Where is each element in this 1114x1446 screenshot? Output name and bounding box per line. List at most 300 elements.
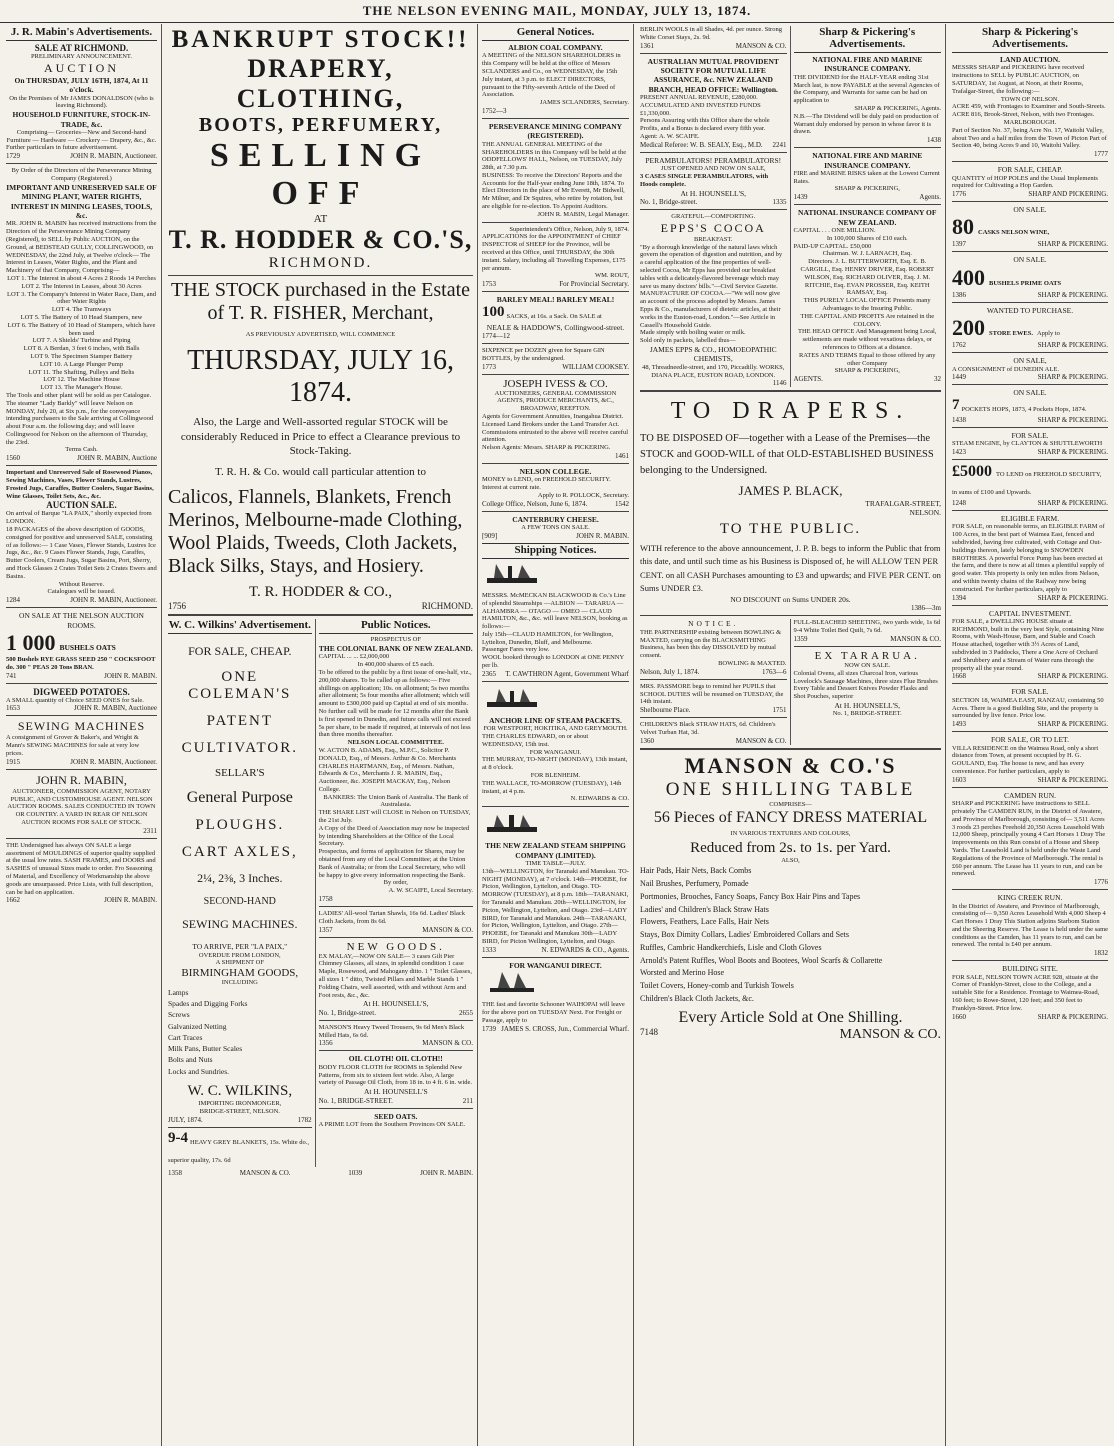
ad-number: 1493 xyxy=(952,720,966,729)
ad-text: SHARP and PICKERING have instructions to SELL privately The CAMDEN RUN, in the District of Awatere, and Province of Marlborough, consisting of— 3,511 Acres 3 roods 23 perches Freehold 20,350 Acres Leasehold With 12,000 Sheep, principally young 4 Cart Horses 1 Dray The improvements on this Run consist of a House and Sheep Yards. The Leasehold Land is held under the Waste Land Regulations of the Province of Marlborough. The rental is £60 per annum. The Lease has 11 years to run, and can be renewed. xyxy=(952,800,1106,878)
ad-text: A consignment of Grover & Baker's, and Wright & Mann's SEWING MACHINES for sale at very low prices. xyxy=(6,734,140,757)
ad-text: SECTION 18, WAIMEA EAST, RANZAU, containing 50 Acres. There is a good Building Site, and the property is surrounded by live fence. Price low. xyxy=(952,696,1104,720)
ad-text: MESSRS. McMECKAN BLACKWOOD & Co.'s Line of splendid Steamships —ALBION — TARARUA — ALHAMBRA — OTAGO — OMEO — CLAUD HAMILTON, &c., &c. will leave NELSON, booking as follows:— xyxy=(482,591,628,631)
ad-number: 2655 xyxy=(459,1008,473,1017)
ad-text: N.B.—The Dividend will be duly paid on production of Warrant duly endorsed by person in whose favor it is drawn. xyxy=(793,112,939,136)
column-header: J. R. Mabin's Advertisements. xyxy=(6,26,157,41)
ad-text: Also, the Large and Well-assorted regular STOCK will be considerably Reduced in Price to effect a Clearance previous to Stock-Taking. xyxy=(180,415,461,458)
ad-text: July 15th—CLAUD HAMILTON, for Wellington, Lyttelton, Dunedin, Bluff, and Melbourne. xyxy=(482,630,614,646)
ad-number: 1753 xyxy=(482,280,496,289)
ad-text: By Order of the Directors of the Perseverance Mining Company (Registered.) xyxy=(11,167,152,183)
ad-text: Agent: A. W. SCAIFE. xyxy=(640,133,700,141)
ad-heading: ONE SHILLING TABLE xyxy=(665,778,916,800)
ad-signature: JOHN R. MABIN. xyxy=(104,671,157,680)
ad-number: 1358 xyxy=(168,1168,182,1177)
ad-big-number: 80 xyxy=(952,214,974,240)
ad-number: 1560 xyxy=(6,454,20,463)
ad-text: No further call will be made for 12 months after the Bank is first opened in Dunedin, and future calls will not exceed 5s per share, to be made if required, at intervals of not less than three months thereafter. xyxy=(318,707,471,739)
ad-number: 1461 xyxy=(615,451,629,460)
ad-heading: ON SALE. xyxy=(1013,388,1047,398)
ad-text: Part of Section No. 37, being Acre No. 17, Waitohi Valley, about Two and a half miles from the Town of Picton Part of Section 40, being Acres 9 and 10, Waitohi Valley. xyxy=(952,126,1107,150)
ad-heading: Reduced from 2s. to 1s. per Yard. xyxy=(690,840,891,857)
ad-number: 741 xyxy=(6,671,17,680)
ad-heading: FOR WANGANUI DIRECT. xyxy=(509,960,602,970)
ad-text: FIRE and MARINE RISKS taken at the Lowest Current Rates. xyxy=(793,169,940,185)
ad-heading: SECOND-HAND xyxy=(203,896,276,908)
ad-signature: NEALE & HADDOW'S, Collingwood-street. xyxy=(486,322,625,332)
column-hodder-wilkins xyxy=(164,24,478,1446)
ad-text: MANUFACTURE OF COCOA.—"We will now give an account of the process adopted by Messrs. James Epps & Co., manufacturers of dietetic articles, at their works in the Euston-road, London."—See Article in Cassell's Household Guide. xyxy=(640,290,781,329)
column-header: W. C. Wilkins' Advertisement. xyxy=(168,619,312,634)
ad-heading: TO THE PUBLIC. xyxy=(719,521,862,538)
ad-text: FULL-BLEACHED SHEETING, two yards wide, 1s 6d 9-4 White Toilet Bed Quilt, 7s 6d. xyxy=(793,619,941,635)
ad-heading: CART AXLES, xyxy=(181,844,298,861)
ad-text: Without Reserve. xyxy=(58,580,105,588)
column-header: Sharp & Pickering's Advertisements. xyxy=(952,26,1108,53)
ad-text: At H. HOUNSELL'S xyxy=(363,1087,428,1097)
ad-heading: DIGWEED POTATOES. xyxy=(33,686,130,697)
ad-text: Nelson, July 1, 1874. xyxy=(640,667,700,676)
goods-item: Galvanized Netting xyxy=(168,1021,227,1031)
ad-heading: NELSON LOCAL COMMITTEE. xyxy=(347,739,444,747)
ad-number: 2311 xyxy=(143,826,157,835)
ad-text: IN VARIOUS TEXTURES AND COLOURS, xyxy=(730,829,851,837)
ad-number: 1439 xyxy=(793,193,808,202)
ad-heading: OIL CLOTH! OIL CLOTH!! xyxy=(348,1054,443,1064)
list-item: Toilet Covers, Honey-comb and Turkish Towels xyxy=(640,981,794,991)
ad-number: 1542 xyxy=(615,499,629,508)
ad-text: NO DISCOUNT on Sums UNDER 20s. xyxy=(730,595,851,604)
ad-signature: T. CAWTHRON Agent, Government Wharf xyxy=(505,669,629,678)
ad-number: 2365 xyxy=(482,669,496,678)
ad-signature: MANSON & CO. xyxy=(422,925,473,934)
column-general-notices xyxy=(478,24,634,1446)
ad-heading: General Purpose xyxy=(186,789,293,807)
ad-text: At H. HOUNSELL'S, xyxy=(363,999,429,1009)
ad-signature: SHARP & PICKERING. xyxy=(1037,720,1108,729)
ad-heading: FOR SALE, CHEAP. xyxy=(188,644,292,659)
ad-big-number: 400 xyxy=(952,264,985,290)
ad-signature: MANSON & CO. xyxy=(839,1026,941,1042)
ad-heading: JOHN R. MABIN, xyxy=(36,772,127,787)
ad-heading: ON SALE. xyxy=(1013,205,1047,215)
ad-heading: LAND AUCTION. xyxy=(999,55,1060,64)
ad-text: OVERDUE FROM LONDON, xyxy=(198,951,281,959)
ad-heading: EX TARARUA. xyxy=(814,649,920,662)
ad-text: BUSINESS: To receive the Directors' Reports and the Accounts for the Half-year ending June 18th, 1874. To Elect Directors in the place of Mr Everett, Mr Bidwell, Mr Milner, and Dr Squires, who retire by rotation, but are eligible for re-election. To Appoint Auditors. xyxy=(482,171,625,211)
ad-text: 500 Bushels RYE GRASS SEED 250 " COCKSFOOT do. 300 " PEAS 20 Tons BRAN. xyxy=(6,655,156,671)
ad-heading: THE COLONIAL BANK OF NEW ZEALAND. xyxy=(318,643,473,653)
ad-number: 1660 xyxy=(952,1012,966,1021)
lot-item: LOT 11. The Shafting, Pulleys and Belts xyxy=(28,368,135,376)
ad-number: 1777 xyxy=(1094,150,1108,159)
ad-number: 2241 xyxy=(772,140,787,149)
ad-text: To be offered to the public by a first issue of one-half, viz., 200,000 shares. To be called up as follows:— Five shillings on application; 10s. on allotment; 5s two months after allotment; 5s four months after allotment; which will amount to £300,000 paid up Capital at end of six months. xyxy=(318,668,472,708)
ad-text: Directors. J. L. BUTTERWORTH, Esq. E. B. CARGILL, Esq. HENRY DRIVER, Esq. ROBERT WILSON, Esq. RICHARD OLIVER, Esq. J. M. RITCHIE, Esq. EVAN PROSSER, Esq. KEITH RAMSAY, Esq. xyxy=(800,258,935,297)
ad-signature: N. EDWARDS & CO., Agents. xyxy=(541,945,629,954)
ad-text: THE DIVIDEND for the HALF-YEAR ending 31st March last, is now PAYABLE at the several Agencies of the Company, and Warrants for same can be had on application to xyxy=(793,73,940,105)
ad-signature: SHARP & PICKERING. xyxy=(1037,498,1108,507)
ad-signature: SHARP & PICKERING. xyxy=(1037,593,1108,602)
ad-text: Chairman. W. J. LARNACH, Esq. xyxy=(822,250,912,258)
lot-item: LOT 10. A Large Plunger Pump xyxy=(39,360,124,368)
ad-heading: ON SALE, xyxy=(1013,356,1047,366)
ad-heading: BUSHELS OATS xyxy=(59,642,116,652)
ad-text: HEAVY GREY BLANKETS, 15s. White do., superior quality, 17s. 6d xyxy=(168,1138,309,1164)
item-list xyxy=(640,865,941,1006)
lot-item: LOT 1. The Interest in about 4 Acres 2 Roods 14 Perches xyxy=(7,274,156,282)
ad-text: SACKS, at 16s. a Sack. On SALE at xyxy=(506,312,602,320)
steamship-icon xyxy=(482,810,542,836)
ad-text: BODY FLOOR CLOTH for ROOMS in Splendid New Patterns, from six to sixteen feet wide. Also, A large variety of Passage Oil Cloth, from 18 in. to 4 ft. 6 in. wide. xyxy=(318,1063,473,1087)
ad-signature: JOHN R. MABIN, Auctioneer. xyxy=(70,152,157,161)
ad-number: 1762 xyxy=(952,341,966,350)
ad-number: 1438 xyxy=(927,136,941,145)
ad-text: BUSHELS PRIME OATS xyxy=(989,279,1062,287)
list-item: Arnold's Patent Ruffles, Wool Boots and Bootees, Wool Scarfs & Collarette xyxy=(640,955,883,965)
lot-item: LOT 2. The Interest in Leases, about 30 Acres xyxy=(21,282,142,290)
ad-text: Made simply with boiling water or milk. xyxy=(640,329,746,337)
ad-signature: SHARP & PICKERING. xyxy=(1037,672,1108,681)
ad-text: THIS PURELY LOCAL OFFICE Presents many Advantages to the Insuring Public. xyxy=(803,297,931,312)
ad-heading: SEWING MACHINES xyxy=(17,719,146,734)
ad-text: 13th—WELLINGTON, for Taranaki and Manukau. TO-NIGHT (MONDAY), at 7 o'clock. 14th—PHOEBE, for Picton, Wellington, Lyttelton, and Otago. TO-MORROW (TUESDAY), at 8 p.m. 18th—TARANAKI, for Taranaki and Manukau. 20th—WELLINGTON, for Picton, Wellington, Lyttelton, and Otago. 23rd—LADY BIRD, for Taranaki and Manukau. 24th—TARANAKI, for Picton, Wellington, Lyttelton, and Otago. 27th—PHOEBE, for Taranaki and Manukau 30th—LADY BIRD, for Picton Wellington, Lyttelton, and Otago. xyxy=(482,867,629,945)
ad-text: In 400,000 shares of £5 each. xyxy=(357,661,434,669)
ad-signature: W. C. WILKINS, xyxy=(187,1082,293,1099)
ad-signature: A. W. SCAIFE, Local Secretary. xyxy=(388,887,473,895)
ad-text: On the Premises of Mr JAMES DONALDSON (who is leaving Richmond). xyxy=(9,94,154,110)
ad-big-number: £5000 xyxy=(952,462,992,480)
ad-text: The steamer "Lady Barkly" will leave Nelson on MONDAY, July 20, at Six p.m., for the conveyance intending purchasers to the Sale arriving at Collingwood about Four a.m. the following day; and will leave Collingwood for Nelson on the afternoon of Thursday, the 23rd. xyxy=(6,399,154,446)
ad-text: College Office, Nelson, June 6, 1874. xyxy=(482,499,588,508)
ad-signature: WM. ROUT, xyxy=(594,272,629,280)
ad-heading: NATIONAL INSURANCE COMPANY OF NEW ZEALAND. xyxy=(798,208,937,227)
goods-item: Milk Pans, Butter Scales xyxy=(168,1044,243,1054)
ad-heading: AUCTION SALE. xyxy=(46,500,117,511)
ad-text: Catalogues will be issued. xyxy=(47,588,116,596)
ad-number: 1603 xyxy=(952,775,966,784)
goods-item: Spades and Digging Forks xyxy=(168,999,248,1009)
ad-text: A Copy of the Deed of Association may now be inspected by intending Shareholders at the Office of the Local Secretary. xyxy=(318,824,470,848)
ad-heading: MANSON & CO.'S xyxy=(684,752,897,778)
ad-text: ALSO, xyxy=(781,857,800,865)
ad-text: A SHIPMENT OF xyxy=(215,959,264,967)
ad-text: Agents for Government Annuities, Inangahua District. Licensed Land Brokers under the Land Transfer Act. Commissions entrusted to the above will receive careful attention. xyxy=(482,412,629,444)
ad-text: Persons Assuring with this Office share the whole Profits, and a Bonus is declared every fifth year. xyxy=(640,117,770,133)
ad-text: MESSRS SHARP and PICKERING have received instructions to SELL by PUBLIC AUCTION, on SATURDAY, 1st August, at Noon, at their Rooms, Trafalgar-Street, the following:— xyxy=(952,64,1085,95)
ad-signature: JOHN R. MABIN, Auctione xyxy=(77,454,157,463)
ad-number: 1774—12 xyxy=(482,332,510,340)
ad-text: ACRE 816, Brook-Street, Nelson, with two Frontages. xyxy=(952,111,1095,119)
ad-heading: ON SALE. xyxy=(1013,255,1047,265)
ad-number: [909] xyxy=(482,531,498,540)
ad-number: 1284 xyxy=(6,596,20,605)
column-header: Public Notices. xyxy=(319,619,473,634)
ad-text: FOR BLENHEIM. xyxy=(530,772,581,780)
ad-number: 1361 xyxy=(640,41,654,50)
ad-text: BERLIN WOOLS in all Shades, 4d. per ounce. Strong White Corset Stays, 2s. 9d. xyxy=(640,26,782,41)
ad-text: AUCTIONEER, COMMISSION AGENT, NOTARY PUBLIC, AND CUSTOMHOUSE AGENT. NELSON AUCTION ROOMS. SALES CONDUCTED IN TOWN OR COUNTRY. A YARD IN REAR OF NELSON AUCTION ROOMS FOR SALE OF STOCK. xyxy=(7,787,156,826)
goods-item: Lamps xyxy=(168,987,189,997)
ad-signature: JOHN R. MABIN, Auctionee xyxy=(73,704,157,713)
ad-heading: HOUSEHOLD FURNITURE, STOCK-IN-TRADE, &c. xyxy=(12,110,151,129)
ad-text: COMPRISES— xyxy=(769,800,812,808)
ad-signature: SHARP & PICKERING. xyxy=(1037,240,1108,249)
lot-item: LOT 8. A Berdan, 3 feet 6 inches, with Balls xyxy=(23,345,140,353)
ad-text: BREAKFAST. xyxy=(693,235,733,243)
ad-text: BANKERS: The Union Bank of Australia. The Bank of Australasia. xyxy=(323,793,469,809)
ad-big-number: 200 xyxy=(952,315,985,341)
ad-text: FOR WESTPORT, HOKITIKA, AND GREYMOUTH. xyxy=(483,725,628,733)
ad-heading: IMPORTANT AND UNRESERVED SALE OF MINING PLANT, WATER RIGHTS, INTEREST IN MINING LEASES, TOOLS, &c. xyxy=(6,182,157,220)
ad-heading: THE STOCK purchased in the Estate of T. R. FISHER, Merchant, xyxy=(170,279,470,324)
ad-big-number: 9-4 xyxy=(168,1129,188,1146)
ad-heading: SEWING MACHINES. xyxy=(182,917,298,932)
ad-heading: DRAPERY, CLOTHING, xyxy=(236,54,405,113)
ad-text: FOR SALE, on reasonable terms, an ELIGIBLE FARM of 100 Acres, in the best part of Waimea East, fenced and subdivided, having free cultivated, with Cottage and Out-buildings thereon, lately belonging to SNOWDEN BROTHERS. A powerful Force Pump has been erected at the farm, and there is now at all times a plentiful supply of good water. This property is only ten miles from Nelson, and within twenty chains of the Railway now being constructed. For further particulars, apply to xyxy=(952,523,1105,593)
ad-heading: ALBION COAL COMPANY. xyxy=(508,43,603,52)
ad-heading: JAMES EPPS & CO., HOMOEOPATHIC CHEMISTS, xyxy=(649,344,777,364)
ad-text: CASKS NELSON WINE, xyxy=(978,229,1050,237)
ad-text: MRS. PASSMORE begs to remind her PUPILS that SCHOOL DUTIES will be resumed on TUESDAY, the 14th instant. xyxy=(640,682,784,706)
ad-signature: SHARP & PICKERING, Agents. xyxy=(854,104,941,112)
ad-number: 1739 xyxy=(482,1024,496,1033)
goods-item: Screws xyxy=(168,1010,190,1020)
ad-heading: AUCTION xyxy=(44,60,119,75)
goods-item: Bolts and Nuts xyxy=(168,1055,213,1065)
public-notices xyxy=(316,619,473,1166)
ad-text: Nelson Agents: Messrs. SHARP & PICKERING. xyxy=(482,444,611,452)
ad-text: Apply to xyxy=(1036,330,1060,338)
ad-date: JULY, 1874. xyxy=(168,1115,203,1124)
ad-big-number: 7 xyxy=(952,396,960,413)
ad-number: 1449 xyxy=(952,373,966,382)
ad-number: 1360 xyxy=(640,736,654,745)
ad-heading: EPPS'S COCOA xyxy=(660,220,766,235)
lot-item: LOT 5. The Battery of 10 Head Stampers, new xyxy=(20,313,143,321)
ad-text: AT xyxy=(313,213,328,225)
ad-heading: PERSEVERANCE MINING COMPANY (REGISTERED). xyxy=(488,121,623,141)
ad-text: POCKETS HOPS, 1873, 4 Pockets Hops, 1874. xyxy=(961,405,1087,413)
ad-text: THE fast and favorite Schooner WAIHOPAI will leave for the above port on TUESDAY Next. For Freight or Passage, apply to xyxy=(482,1001,625,1024)
ad-heading: FOR SALE. xyxy=(1011,430,1049,440)
ad-text: PROSPECTUS OF xyxy=(370,636,421,644)
ad-signature: SHARP & PICKERING. xyxy=(1037,447,1108,456)
lot-list xyxy=(6,275,157,392)
ad-number: 1915 xyxy=(6,757,20,766)
ad-signature: JAMES SCLANDERS, Secretary. xyxy=(539,99,629,107)
ad-signature: SHARP & PICKERING. xyxy=(1037,415,1108,424)
ad-signature: T. R. HODDER & CO., xyxy=(248,584,393,601)
ad-text: Terms Cash. xyxy=(65,446,98,454)
ad-heading: T. R. HODDER & CO.'S, xyxy=(168,225,473,254)
ad-big-number: 1 000 xyxy=(6,629,56,655)
lot-item: LOT 4. The Tramways xyxy=(51,306,112,314)
lot-item: LOT 3. The Company's Interest in Water Race, Dam, and other Water Rights xyxy=(6,290,157,306)
ad-number: 1438 xyxy=(952,415,966,424)
lot-item: LOT 13. The Manager's House. xyxy=(40,384,123,392)
misc-adverts xyxy=(640,26,791,387)
sub-columns xyxy=(168,619,473,1166)
ad-text: TO BE DISPOSED OF—together with a Lease of the Premises—the STOCK and GOOD-WILL of that OLD-ESTABLISHED BUSINESS belonging to the Undersigned. xyxy=(640,433,934,476)
ad-signature: JAMES P. BLACK, xyxy=(738,482,843,498)
ad-heading: NATIONAL FIRE AND MARINE INSURANCE COMPANY. xyxy=(812,55,923,74)
ad-number: 1039 xyxy=(348,1168,363,1177)
ad-number: 1751 xyxy=(772,706,787,715)
ad-text: THE CAPITAL AND PROFITS Are retained in the COLONY. xyxy=(800,312,935,328)
list-item: Nail Brushes, Perfumery, Pomade xyxy=(640,878,749,888)
lot-item: LOT 6. The Battery of 10 Head of Stampers, which have been used xyxy=(7,321,156,337)
ad-text: STEAM ENGINE, by CLAYTON & SHUTTLEWORTH xyxy=(952,440,1103,448)
ad-text: W. ACTON B. ADAMS, Esq., M.P.C., Solicitor P. DONALD, Esq., of Messrs. Arthur & Co. Merchants CHARLES HARTMANN, Esq., of Messrs. Nathan, Edwards & Co., Merchants J. R. MABIN, Esq., Auctioneer, &c. JOSEPH MACKAY, Esq., Nelson College. xyxy=(318,746,457,793)
ad-text: INCLUDING xyxy=(221,979,258,987)
ad-heading: ANCHOR LINE OF STEAM PACKETS. xyxy=(489,715,622,725)
ad-text: A FEW TONS ON SALE. xyxy=(521,524,590,532)
ad-number: 1668 xyxy=(952,672,966,681)
ad-number: 1729 xyxy=(6,152,20,161)
list-item: Hair Pads, Hair Nets, Back Combs xyxy=(640,866,752,876)
ad-text: "By a thorough knowledge of the natural laws which govern the operation of digestion and nutrition, and by a careful application of the fine properties of well-selected Cocoa, Mr Epps has provided our breakfast tables with a delicately-flavored beverage which may save us many doctors' bills."—Civil Service Gazette. xyxy=(640,243,783,290)
ad-big-number: 100 xyxy=(482,303,505,320)
ad-text: NOW ON SALE. xyxy=(844,661,891,669)
ad-heading: PLOUGHS. xyxy=(195,817,285,834)
ad-text: A SMALL quantity of Choice SEED ONES for Sale. xyxy=(6,696,144,704)
ad-text: At H. HOUNSELL'S, xyxy=(680,188,747,198)
ad-heading: BANKRUPT STOCK!! xyxy=(171,26,470,53)
ad-text: THE Undersigned has always ON SALE a large assortment of MOULDINGS of superior quality supplied at the usual low rates. SASH FRAMES, and DOORS and SASHES of unusual Sizes made to order. Fro Seasoning of Material, and Excellency of Workmanship the above goods are unsurpassed. Price Lists, with full description, can be had on application. xyxy=(6,841,156,896)
list-item: Ruffles, Cambric Handkerchiefs, Lisle and Cloth Gloves xyxy=(640,942,822,952)
ad-text: Colonial Ovens, all sizes Charcoal Iron, various Lovelock's Sausage Machines, three sizes Flue Brushes Every Table and Dessert Knives Powder Flasks and Shot Pouches, superior xyxy=(793,669,938,701)
ad-text: A MEETING of the NELSON SHAREHOLDERS in this Company will be held at the office of Messrs SCLANDERS and Co., on WEDNESDAY, the 15th July instant, at 3 p.m. to ELECT DIRECTORS, pursuant to the Fifty-seventh Article of the Deed of Association. xyxy=(482,52,621,99)
ad-text: No. 1, BRIDGE-STREET. xyxy=(832,710,902,718)
ad-text: Sold only in packets, labelled thus— xyxy=(640,337,736,345)
ad-heading: SELLAR'S xyxy=(214,767,265,780)
ad-signature: RICHMOND. xyxy=(421,601,473,612)
ad-heading: THURSDAY, JULY 16, 1874. xyxy=(187,344,454,408)
ad-heading: CULTIVATOR. xyxy=(181,740,298,757)
ad-heading: Important and Unreserved Sale of Rosewood Pianos, Sewing Machines, Vases, Flower Stands, Lustres, Frosted Jugs, Caraffes, Butter Coolers, Sugar Basins, Wine Glasses, Toilet Sets, &c., &c. xyxy=(6,469,154,500)
ad-text: TOWN OF NELSON. xyxy=(1000,95,1060,103)
ad-text: TIME TABLE—JULY. xyxy=(525,859,586,867)
ad-signature: SHARP & PICKERING, xyxy=(834,185,900,193)
ad-signature: JOHN R. MABIN. xyxy=(104,896,157,905)
ad-heading: BIRMINGHAM GOODS, xyxy=(181,967,299,980)
ad-signature: MANSON & CO. xyxy=(422,1039,473,1048)
ad-text: FOR SALE, NELSON TOWN ACRE 928, situate at the Corner of Franklyn-Street, close to the College, and a suitable Site for a Residence. Frontage to Waimea-Road, 160 feet; to Rowe-Street, 120 feet; and 350 feet to Franklyn-Street. Price low. xyxy=(952,973,1100,1012)
ad-text: No. 1, Bridge-street. xyxy=(318,1008,376,1017)
ad-heading: CAMDEN RUN. xyxy=(1003,790,1057,800)
ad-text: CAPITAL . . . ONE MILLION. xyxy=(793,227,876,235)
ad-text: QUANTITY of HOP POLES and the Usual Implements required for Cultivating a Hop Garden. xyxy=(952,174,1098,190)
ad-text: PRESENT ANNUAL REVENUE, £280,000. xyxy=(640,94,758,102)
ad-text: AGENTS. xyxy=(793,375,823,384)
ad-text: EX MALAY,—NOW ON SALE— 3 cases Gilt Pier Chimney Glasses, all sizes, in splendid condition 1 case Maple, Rosewood, and Mahogany ditto. 1 " Toilet Glasses, all sizes 1 " ditto, Twisted Pillars and Marble Stands 1 " Folding Chairs, well assorted, with and without Arm and Foot rests, &c., &c. xyxy=(318,952,472,999)
ad-number: 1782 xyxy=(297,1115,312,1124)
ad-text: JUST OPENED AND NOW ON SALE, xyxy=(660,165,766,173)
ad-signature: SHARP & PICKERING. xyxy=(1037,341,1108,350)
ad-text: GRATEFUL—COMFORTING. xyxy=(671,213,756,221)
list-item: Portmonies, Brooches, Fancy Soaps, Fancy Box Hair Pins and Tapes xyxy=(640,891,861,901)
ad-text: T. R. H. & Co. would call particular attention to xyxy=(215,466,426,479)
steamship-icon xyxy=(482,685,542,711)
ad-signature: SHARP & PICKERING. xyxy=(1037,290,1108,299)
masthead: THE NELSON EVENING MAIL, MONDAY, JULY 13, 1874. xyxy=(0,0,1114,23)
ad-signature: MANSON & CO. xyxy=(735,41,787,50)
column-mabin xyxy=(2,24,162,1446)
ad-text: On arrival of Barque "LA PAIX," shortly expected from LONDON. xyxy=(6,510,152,526)
ad-number: 1423 xyxy=(952,447,966,456)
ad-text: Shelbourne Place. xyxy=(640,706,691,715)
ad-heading: WANTED TO PURCHASE. xyxy=(986,305,1074,315)
ad-text: PAID-UP CAPITAL. £50,000 xyxy=(793,242,872,250)
list-item: Stays, Box Dimity Collars, Ladies' Embroidered Collars and Sets xyxy=(640,930,849,940)
ad-text: ACCUMULATED AND INVESTED FUNDS £1,330,000. xyxy=(640,101,761,117)
ad-heading: ELIGIBLE FARM. xyxy=(1000,513,1060,523)
ad-number: 1335 xyxy=(772,198,787,207)
ad-text: MR. JOHN R. MABIN has received instructions from the Directors of the Perseverance Mining Company (Registered), to SELL by Public AUCTION, on the Ground, at BEDSTEAD GULLY, COLLINGWOOD, on WEDNESDAY, the 22nd July, at Twelve o'clock— The Interest in Leases, Water Rights, and the Plant and Machinery of that Company, Comprising— xyxy=(6,220,157,275)
ad-number: 1146 xyxy=(772,379,787,388)
ad-text: Comprising— Groceries—New and Second-hand Furniture — Hardware — Crockery — Drapery, &c., &c. xyxy=(6,128,157,144)
ad-text: ACRE 459, with Frontages to Examiner and South-Streets. xyxy=(952,103,1106,111)
ad-text: THE HEAD OFFICE And Management being Local, settlements are made without vexatious delays, or references to Offices at a distance. xyxy=(798,328,937,351)
ad-number: 1357 xyxy=(318,925,333,934)
list-item: Ladies' and Children's Black Straw Hats xyxy=(640,904,769,914)
ad-text: LADIES' All-wool Tartan Shawls, 16s 6d. Ladies' Black Cloth Jackets, from 8s 6d. xyxy=(318,910,465,925)
ad-heading: SELLING OFF xyxy=(209,137,432,212)
ad-text: FOR SALE, a DWELLING HOUSE situate at RICHMOND, built in the very best Style, containing Nine Rooms, with Wash-House, Barn, and Stable and Coach House attached, together with 3½ Acres of Land, subdivided in 3 Paddocks, There a One Acre of Orchard and Shrubbery and a Stream of Water runs through the property all the year round. xyxy=(952,617,1105,672)
hounsell-adverts xyxy=(791,619,942,744)
ad-heading: AUSTRALIAN MUTUAL PROVIDENT SOCIETY FOR MUTUAL LIFE ASSURANCE, &c. NEW ZEALAND BRANCH, HEAD OFFICE: Wellington. xyxy=(647,56,779,94)
ad-text: WITH reference to the above announcement, J. P. B. begs to inform the Public that from this date, and until such time as his Business is Disposed of, he will ALLOW TEN PER CENT. on all CASH Purchases amounting to £3 and upwards; and FIVE PER CENT. on Sums UNDER £3. xyxy=(640,543,941,593)
ad-text: STORE EWES. xyxy=(989,330,1033,338)
ad-text: Further particulars in future advertisement. xyxy=(6,144,118,152)
ad-number: 1397 xyxy=(952,240,966,249)
ad-text: A CONSIGNMENT of DUNEDIN ALE. xyxy=(952,365,1059,373)
ad-text: TO LEND on FREEHOLD SECURITY, in sums of £100 and Upwards. xyxy=(952,470,1102,496)
ad-heading: NOTICE. xyxy=(688,619,739,629)
ad-text: Medical Referee: W. B. SEALY, Esq., M.D. xyxy=(640,140,763,149)
ad-heading: ONE COLEMAN'S xyxy=(188,669,292,703)
ad-text: 3 CASES SINGLE PERAMBULATORS, with Hoods complete. xyxy=(640,173,769,188)
ad-text: THE ANNUAL GENERAL MEETING of the SHAREHOLDERS in this Company will be held at the ODDFELLOWS' HALL, Nelson, on TUESDAY, July 28th, at 7.30 p.m. xyxy=(482,140,627,172)
sub-columns xyxy=(640,619,941,744)
ad-signature: JOHN R. MABIN. xyxy=(576,531,629,540)
ad-number: 1394 xyxy=(952,593,966,602)
ad-signature: MANSON & CO. xyxy=(239,1168,291,1177)
ad-number: 1763—6 xyxy=(762,667,787,676)
ad-text: 48, Threadneedle-street, and 170, Piccadilly. WORKS, DIANA PLACE, EUSTON ROAD, LONDON. xyxy=(642,363,785,379)
ad-text: MARLBOROUGH. xyxy=(1003,118,1057,126)
ad-text: On THURSDAY, JULY 16TH, 1874, At 11 o'clock. xyxy=(14,75,149,95)
column-header: General Notices. xyxy=(482,26,629,41)
ad-text: THE SHARE LIST will CLOSE in Nelson on TUESDAY, the 21st July. xyxy=(318,809,471,825)
ad-number: 1776 xyxy=(1094,878,1108,887)
ad-number: 1248 xyxy=(952,498,966,507)
ad-text: By order, xyxy=(383,879,408,887)
goods-list xyxy=(168,987,312,1077)
column-manson-sharp xyxy=(636,24,946,1446)
steamship-icon xyxy=(482,561,542,587)
ad-text: Calicos, Flannels, Blankets, French Merinos, Melbourne-made Clothing, Wool Plaids, Tweeds, Cloth Jackets, Black Silks, Stays, and Hosiery. xyxy=(168,486,463,578)
ad-number: 1832 xyxy=(1094,949,1108,958)
ad-signature: For Provincial Secretary. xyxy=(559,280,629,289)
ad-heading: RICHMOND. xyxy=(268,255,373,271)
ad-heading: NATIONAL FIRE AND MARINE INSURANCE COMPANY. xyxy=(812,151,923,170)
ad-signature: N. EDWARDS & CO. xyxy=(570,795,629,803)
schooner-icon xyxy=(482,970,542,996)
ad-text: Prospectus, and forms of application for Shares, may be obtained from any of the Local Committee; at the Union Bank of Australia; or from the Local Secretary, who will be happy to give every information respecting the Bank. xyxy=(318,848,466,879)
wilkins-advert xyxy=(168,619,316,1166)
